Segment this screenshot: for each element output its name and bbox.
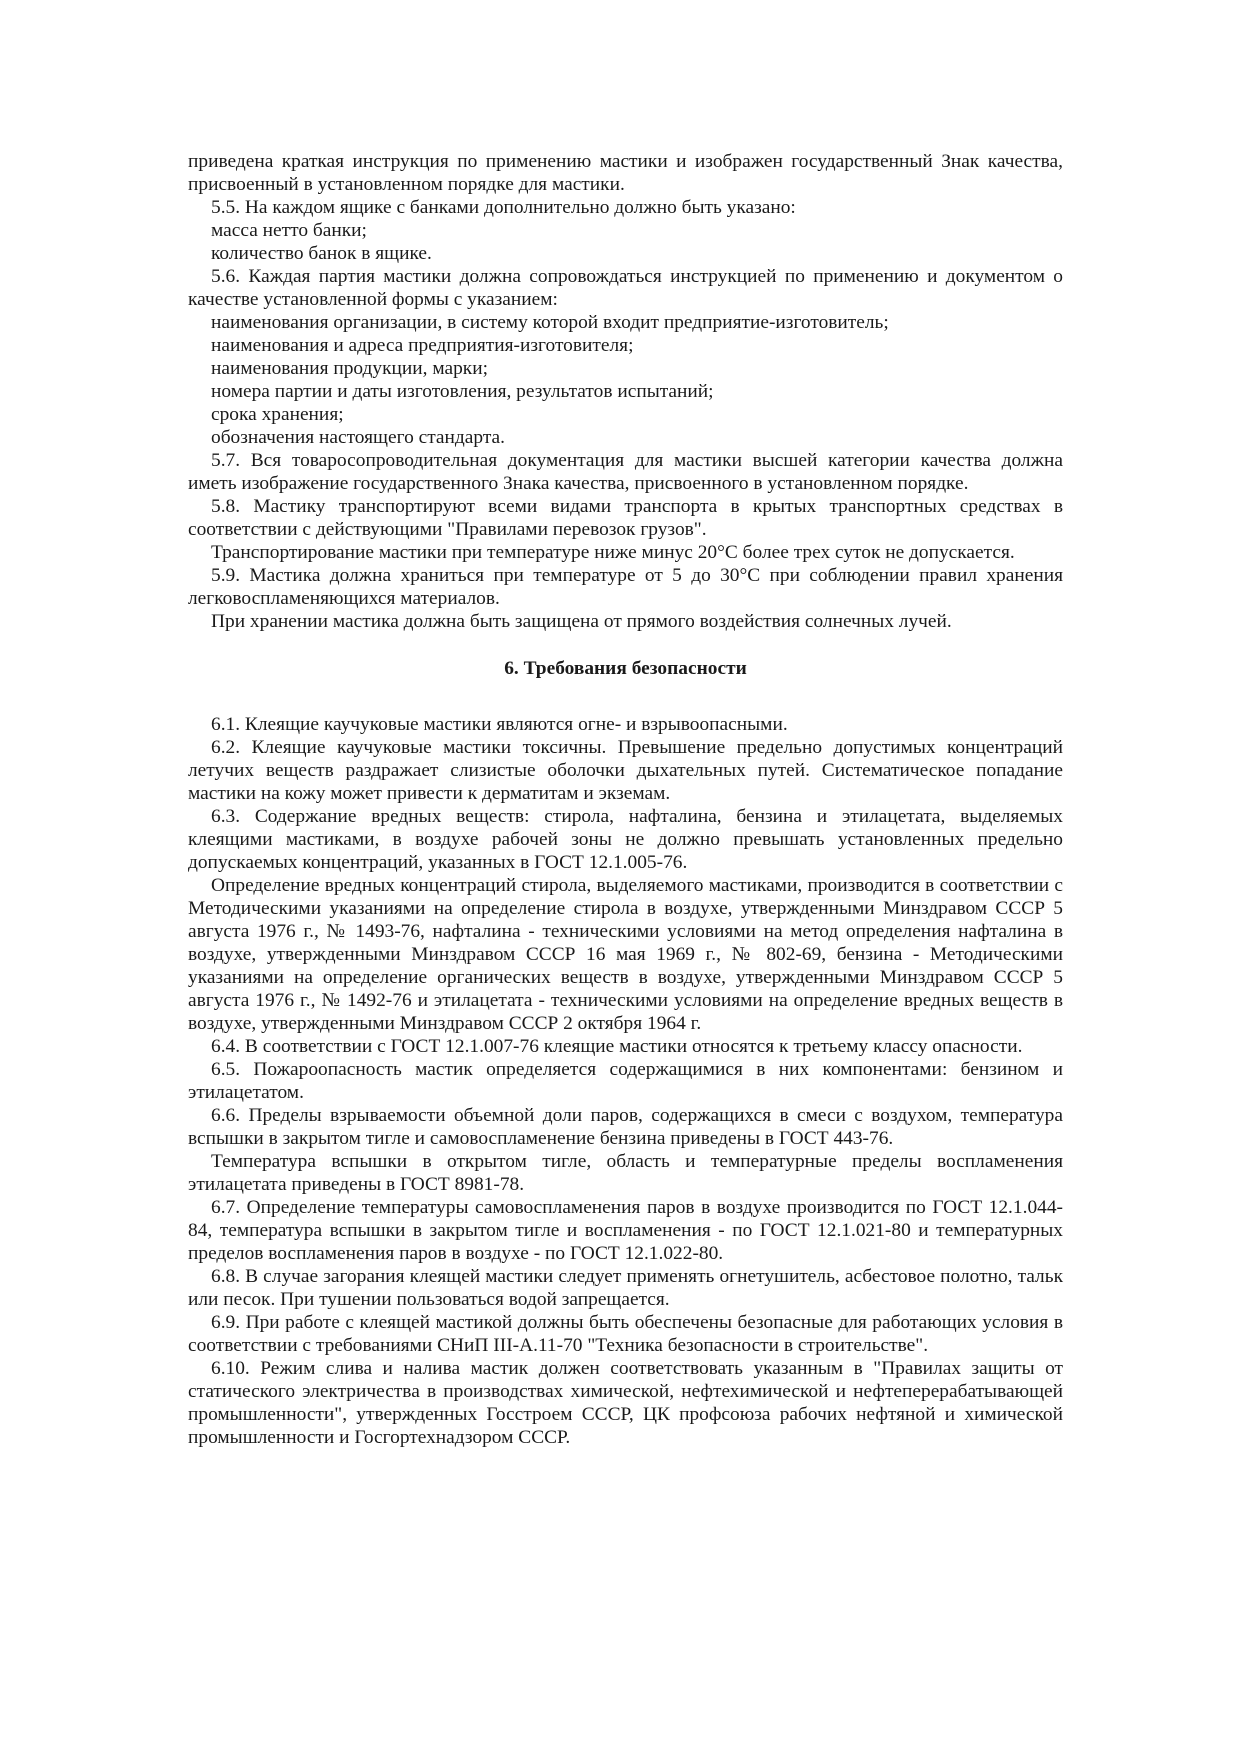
section-6 [188, 713, 1063, 1449]
paragraph-5-5: 5.5. На каждом ящике с банками дополнительно должно быть указано: [211, 197, 796, 218]
paragraph-6-9: 6.9. При работе с клеящей мастикой должны быть обеспечены безопасные для работающих условия в соответствии с требованиями СНиП III-А.11-70 "Техника безопасности в строительстве". [188, 1312, 1063, 1356]
list-item: номера партии и даты изготовления, результатов испытаний; [211, 381, 714, 402]
paragraph-5-8: 5.8. Мастику транспортируют всеми видами транспорта в крытых транспортных средствах в соответствии с действующими "Правилами перевозок грузов". [188, 496, 1063, 540]
paragraph-5-6: 5.6. Каждая партия мастики должна сопровождаться инструкцией по применению и документом о качестве установленной формы с указанием: [188, 266, 1063, 310]
paragraph-6-3: 6.3. Содержание вредных веществ: стирола, нафталина, бензина и этилацетата, выделяемых клеящими мастиками, в воздухе рабочей зоны не должно превышать установленных предельно допускаемых концентраций, указанных в ГОСТ 12.1.005-76. [188, 806, 1063, 873]
paragraph-5-9-note: При хранении мастика должна быть защищена от прямого воздействия солнечных лучей. [211, 611, 952, 632]
paragraph-6-10: 6.10. Режим слива и налива мастик должен соответствовать указанным в "Правилах защиты от статического электричества в производствах химической, нефтехимической и нефтеперерабатывающей промышленности", утвержденных Госстроем СССР, ЦК профсоюза рабочих нефтяной и химической промышленности и Госгортехнадзором СССР. [188, 1358, 1063, 1448]
paragraph-6-5: 6.5. Пожароопасность мастик определяется содержащимися в них компонентами: бензином и этилацетатом. [188, 1059, 1063, 1103]
list-item: наименования организации, в систему которой входит предприятие-изготовитель; [211, 312, 889, 333]
paragraph-5-7: 5.7. Вся товаросопроводительная документация для мастики высшей категории качества должна иметь изображение государственного Знака качества, присвоенного в установленном порядке. [188, 450, 1063, 494]
paragraph-6-4: 6.4. В соответствии с ГОСТ 12.1.007-76 клеящие мастики относятся к третьему классу опасности. [211, 1036, 1023, 1057]
list-item: срока хранения; [211, 404, 344, 425]
paragraph-6-8: 6.8. В случае загорания клеящей мастики следует применять огнетушитель, асбестовое полотно, тальк или песок. При тушении пользоваться водой запрещается. [188, 1266, 1063, 1310]
list-item: обозначения настоящего стандарта. [211, 427, 505, 448]
list-item: наименования продукции, марки; [211, 358, 488, 379]
section-6-heading: 6. Требования безопасности [504, 658, 747, 679]
paragraph-6-6-note: Температура вспышки в открытом тигле, область и температурные пределы воспламенения этилацетата приведены в ГОСТ 8981-78. [188, 1151, 1063, 1195]
paragraph-6-1: 6.1. Клеящие каучуковые мастики являются огне- и взрывоопасными. [211, 714, 788, 735]
paragraph-6-3-note: Определение вредных концентраций стирола, выделяемого мастиками, производится в соответствии с Методическими указаниями на определение стирола в воздухе, утвержденными Минздравом СССР 5 августа 1976 г., № 1493-76, нафталина - техническими условиями на метод определения нафталина в воздухе, утвержденными Минздравом СССР 16 мая 1969 г., № 802-69, бензина - Методическими указаниями на определение органических веществ в воздухе, утвержденными Минздравом СССР 5 августа 1976 г., № 1492-76 и этилацетата - техническими условиями на определение вредных веществ в воздухе, утвержденными Минздравом СССР 2 октября 1964 г. [188, 875, 1063, 1034]
paragraph-5-8-note: Транспортирование мастики при температуре ниже минус 20°С более трех суток не допускается. [211, 542, 1015, 563]
paragraph-continuation: приведена краткая инструкция по применению мастики и изображен государственный Знак качества, присвоенный в установленном порядке для мастики. [188, 151, 1063, 195]
section-5-continuation [188, 150, 1063, 633]
paragraph-6-2: 6.2. Клеящие каучуковые мастики токсичны. Превышение предельно допустимых концентраций летучих веществ раздражает слизистые оболочки дыхательных путей. Систематическое попадание мастики на кожу может привести к дерматитам и экземам. [188, 737, 1063, 804]
paragraph-6-6: 6.6. Пределы взрываемости объемной доли паров, содержащихся в смеси с воздухом, температура вспышки в закрытом тигле и самовоспламенение бензина приведены в ГОСТ 443-76. [188, 1105, 1063, 1149]
list-item: количество банок в ящике. [211, 243, 432, 264]
list-item: наименования и адреса предприятия-изготовителя; [211, 335, 634, 356]
paragraph-6-7: 6.7. Определение температуры самовоспламенения паров в воздухе производится по ГОСТ 12.1.044-84, температура вспышки в закрытом тигле и воспламенения - по ГОСТ 12.1.021-80 и температурных пределов воспламенения паров в воздухе - по ГОСТ 12.1.022-80. [188, 1197, 1063, 1264]
list-item: масса нетто банки; [211, 220, 367, 241]
paragraph-5-9: 5.9. Мастика должна храниться при температуре от 5 до 30°С при соблюдении правил хранения легковоспламеняющихся материалов. [188, 565, 1063, 609]
